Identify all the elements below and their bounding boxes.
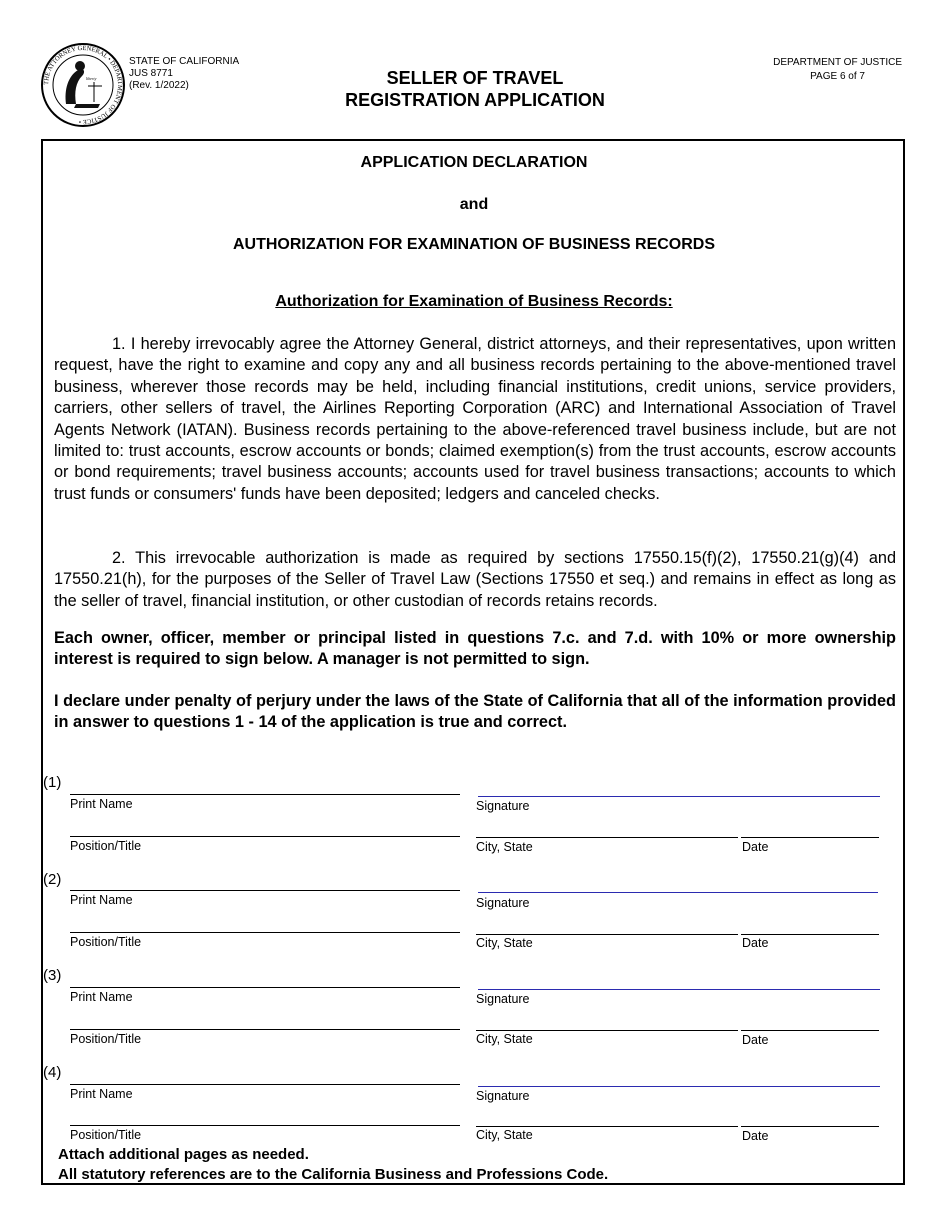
- signature-label: Signature: [476, 799, 530, 813]
- state-label: STATE OF CALIFORNIA: [129, 56, 240, 67]
- and-text: and: [459, 196, 489, 213]
- city-state-label: City, State: [476, 1032, 533, 1046]
- paragraph-2: 2. This irrevocable authorization is made as required by sections 17550.15(f)(2), 17550.21(g)(4) and 17550.21(h), for the purposes of the Seller of Travel Law (Sections 17550 et seq.) and remains in effect as long as the seller of travel, financial institution, or other custodian of records retains records.: [54, 549, 896, 610]
- date-label: Date: [742, 840, 769, 854]
- date-line[interactable]: [741, 1126, 879, 1127]
- signature-label: Signature: [476, 896, 530, 910]
- position-title-line[interactable]: [70, 1029, 460, 1030]
- department-label: DEPARTMENT OF JUSTICE: [773, 57, 902, 68]
- position-title-line[interactable]: [70, 836, 460, 837]
- position-title-label: Position/Title: [70, 935, 142, 949]
- print-name-line[interactable]: [70, 1084, 460, 1085]
- city-state-label: City, State: [476, 1128, 533, 1142]
- department-block: [773, 56, 902, 84]
- footer-notes: [58, 1145, 608, 1185]
- date-label: Date: [742, 1033, 769, 1047]
- city-state-label: City, State: [476, 840, 533, 854]
- city-state-line[interactable]: [476, 1030, 738, 1031]
- signature-requirement-text: Each owner, officer, member or principal listed in questions 7.c. and 7.d. with 10% or more ownership interest is required to sign below. A manager is not permitted to sign.: [54, 629, 896, 669]
- authorization-heading: AUTHORIZATION FOR EXAMINATION OF BUSINESS RECORDS: [232, 236, 716, 253]
- date-label: Date: [742, 1129, 769, 1143]
- signature-line[interactable]: [478, 989, 880, 990]
- paragraph-1: 1. I hereby irrevocably agree the Attorney General, district attorneys, and their representatives, upon written request, have the right to examine and copy any and all business records pertaining to the above-mentioned travel business, wherever those records may be held, including financial institutions, credit unions, service providers, carriers, other sellers of travel, the Airlines Reporting Corporation (ARC) and International Association of Travel Agents Network (IATAN). Business records pertaining to the above-referenced travel business include, but are not limited to: trust accounts, escrow accounts or bonds; claimed exemption(s) from the trust accounts, escrow accounts or bond requirements; travel business accounts; accounts used for travel business transactions; accounts to which trust funds or consumers' funds have been deposited; ledgers and canceled checks.: [54, 335, 896, 503]
- page-number: PAGE 6 of 7: [810, 71, 865, 82]
- statutory-reference-note: All statutory references are to the California Business and Professions Code.: [58, 1166, 609, 1183]
- authorization-subheading: Authorization for Examination of Business Records:: [275, 293, 673, 310]
- position-title-label: Position/Title: [70, 1128, 142, 1142]
- date-label: Date: [742, 936, 769, 950]
- signer-number: (4): [43, 1064, 62, 1081]
- print-name-label: Print Name: [70, 990, 133, 1004]
- declaration-heading: APPLICATION DECLARATION: [360, 154, 588, 171]
- signature-label: Signature: [476, 992, 530, 1006]
- date-line[interactable]: [741, 1030, 879, 1031]
- svg-text:liberty: liberty: [86, 76, 97, 81]
- print-name-label: Print Name: [70, 797, 133, 811]
- print-name-label: Print Name: [70, 893, 133, 907]
- signature-label: Signature: [476, 1089, 530, 1103]
- additional-pages-note: Attach additional pages as needed.: [58, 1146, 309, 1163]
- signer-number: (2): [43, 871, 62, 888]
- date-line[interactable]: [741, 934, 879, 935]
- signature-line[interactable]: [478, 1086, 880, 1087]
- signer-number: (3): [43, 967, 62, 984]
- signer-number: (1): [43, 774, 62, 791]
- signature-line[interactable]: [478, 796, 880, 797]
- position-title-label: Position/Title: [70, 1032, 142, 1046]
- perjury-declaration-text: I declare under penalty of perjury under the laws of the State of California that all of the information provided in answer to questions 1 - 14 of the application is true and correct.: [54, 692, 896, 732]
- svg-text:THE ATTORNEY GENERAL • DEPARTM: THE ATTORNEY GENERAL • DEPARTMENT OF JUSTICE •: [42, 44, 124, 126]
- position-title-label: Position/Title: [70, 839, 142, 853]
- position-title-line[interactable]: [70, 932, 460, 933]
- form-number: JUS 8771: [129, 68, 173, 79]
- city-state-line[interactable]: [476, 934, 738, 935]
- form-revision: (Rev. 1/2022): [129, 80, 189, 91]
- print-name-line[interactable]: [70, 890, 460, 891]
- print-name-line[interactable]: [70, 794, 460, 795]
- form-title: SELLER OF TRAVEL REGISTRATION APPLICATION: [345, 68, 605, 110]
- position-title-line[interactable]: [70, 1125, 460, 1126]
- date-line[interactable]: [741, 837, 879, 838]
- print-name-label: Print Name: [70, 1087, 133, 1101]
- city-state-line[interactable]: [476, 837, 738, 838]
- city-state-label: City, State: [476, 936, 533, 950]
- print-name-line[interactable]: [70, 987, 460, 988]
- signature-line[interactable]: [478, 892, 878, 893]
- city-state-line[interactable]: [476, 1126, 738, 1127]
